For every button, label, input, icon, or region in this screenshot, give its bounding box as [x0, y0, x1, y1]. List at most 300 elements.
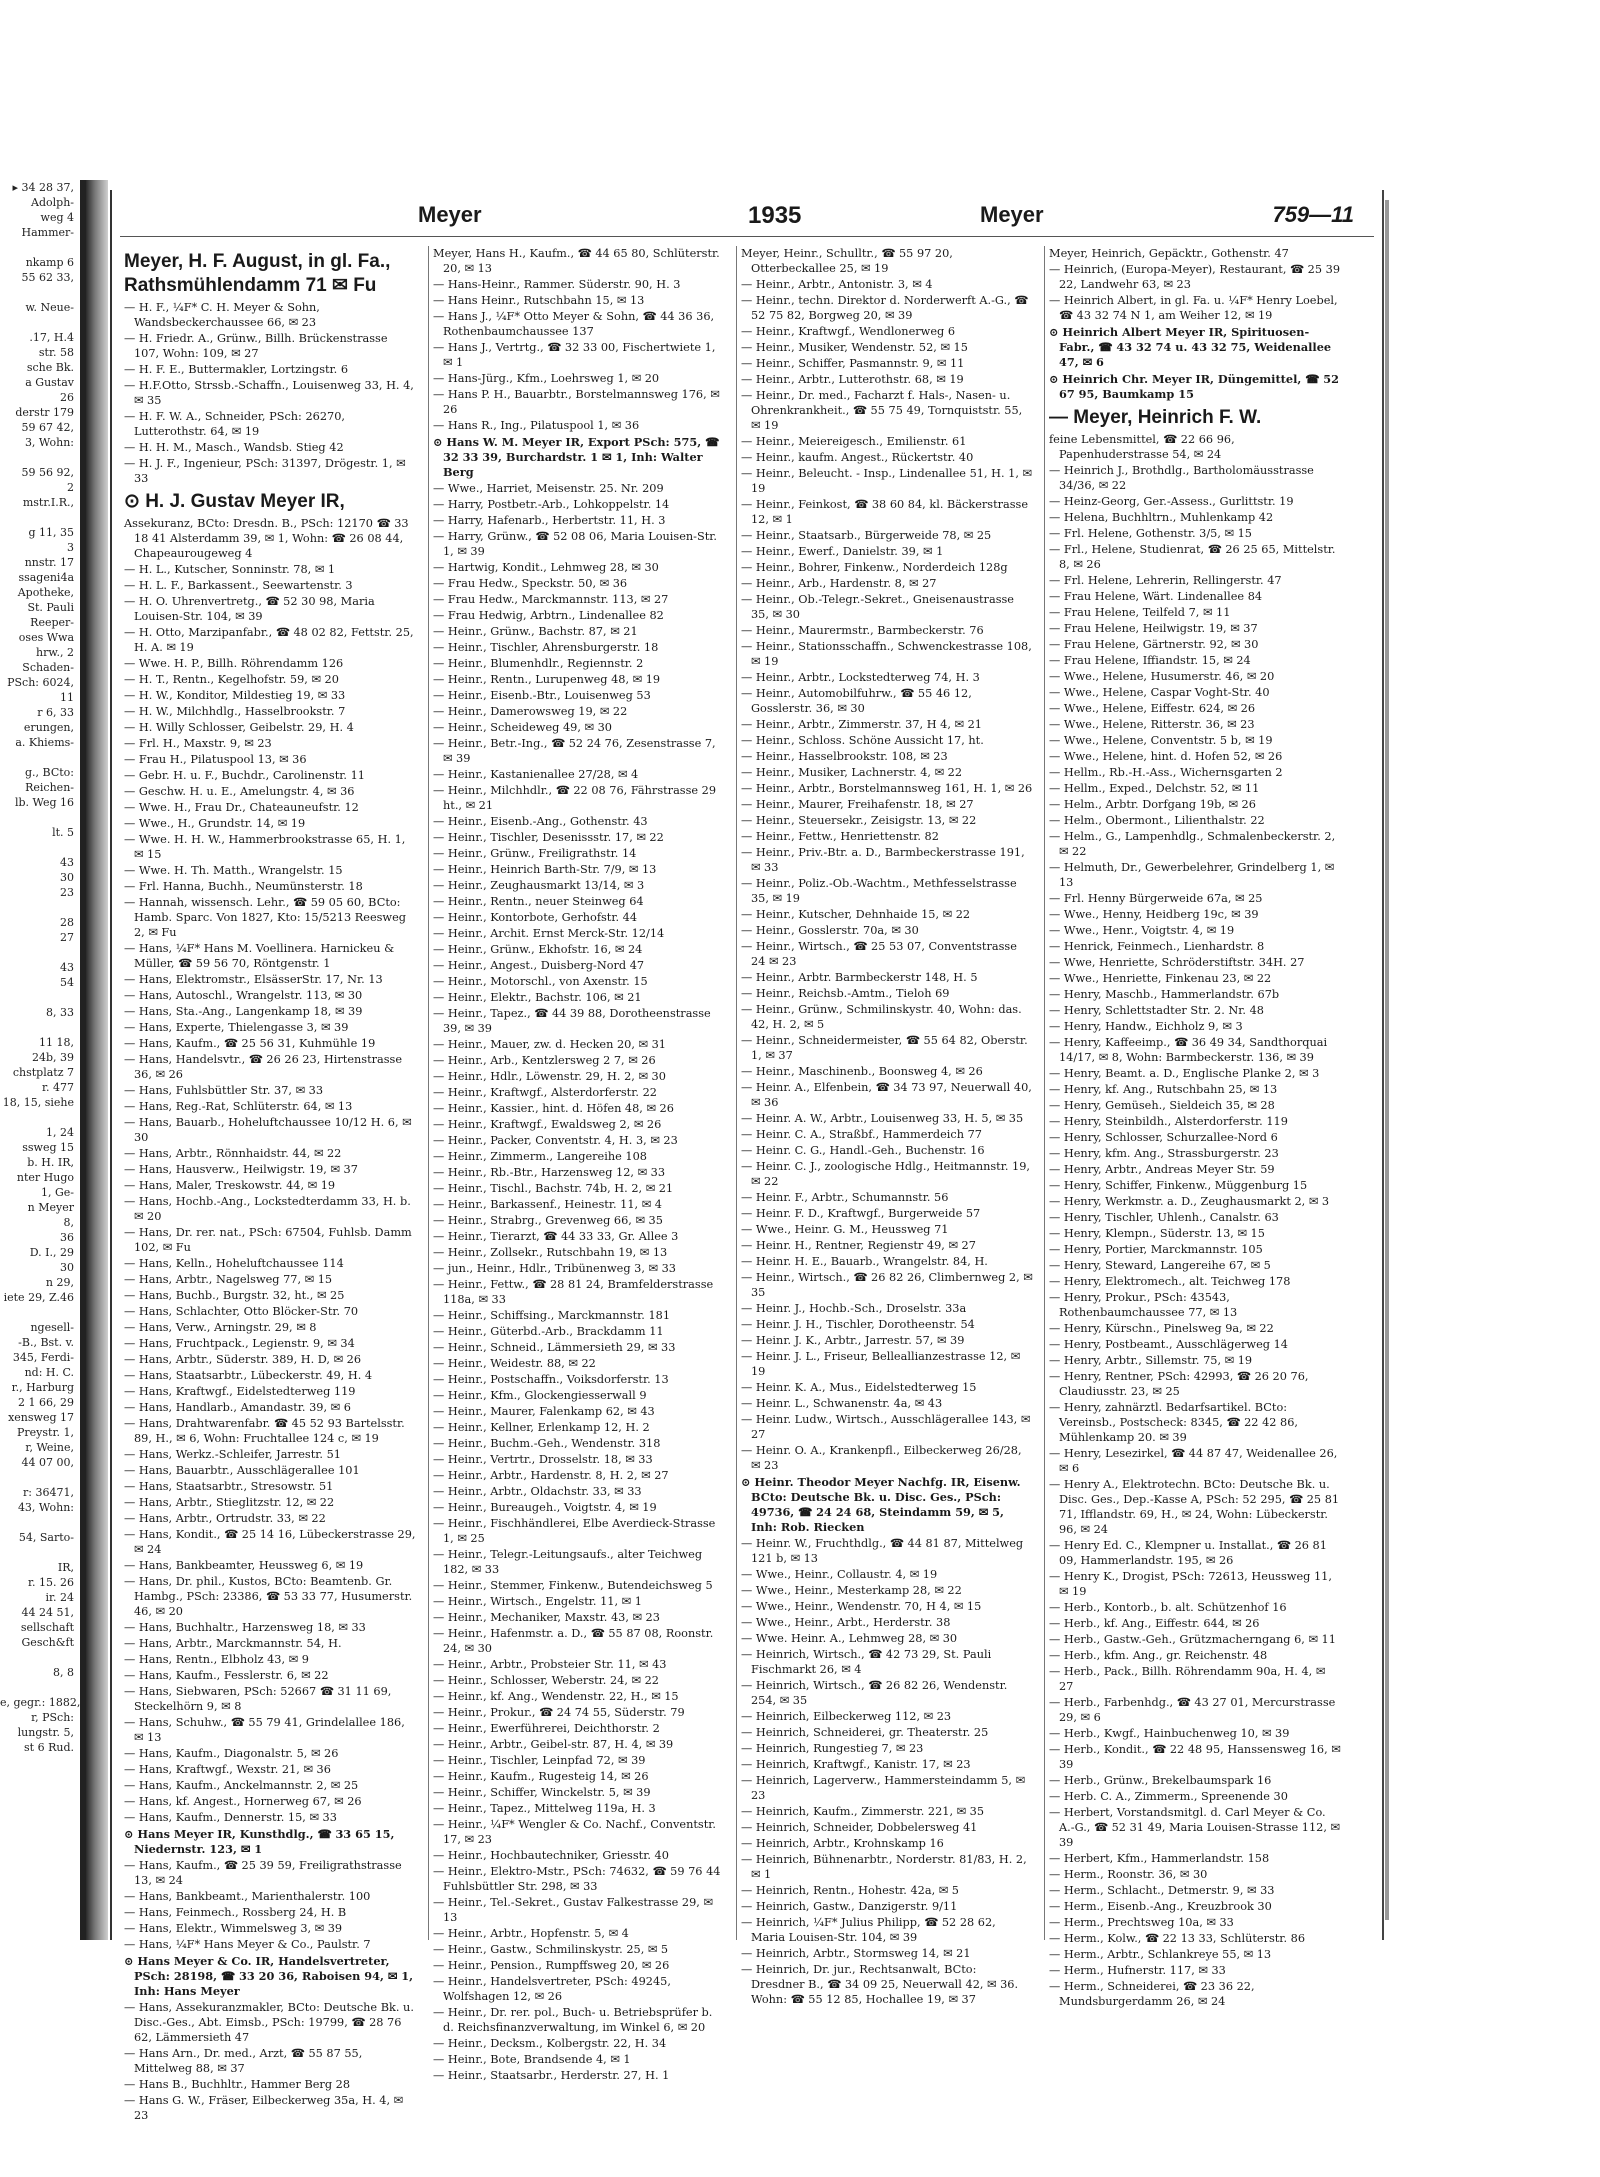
- directory-entry: — Heinr., Mauer, zw. d. Hecken 20, ✉ 31: [433, 1038, 666, 1051]
- directory-entry: — Henry, Prokur., PSch: 43543, Rothenbaumchaussee 77, ✉ 13: [1049, 1291, 1238, 1319]
- directory-entry: — Herb., Gastw.-Geh., Grützmacherngang 6, ✉ 11: [1049, 1633, 1336, 1646]
- directory-entry: — Herbert, Vorstandsmitgl. d. Carl Meyer & Co. A.-G., ☎ 52 31 49, Maria Louisen-Strasse 112, ✉ 39: [1049, 1806, 1341, 1849]
- directory-entry: — Hans, Arbtr., Nagelsweg 77, ✉ 15: [124, 1273, 333, 1286]
- directory-entry: — Herm., Schlacht., Detmerstr. 9, ✉ 33: [1049, 1884, 1275, 1897]
- adjacent-page-line: 23: [60, 886, 74, 899]
- directory-entry: — Hans, Siebwaren, PSch: 52667 ☎ 31 11 69, Steckelhörn 9, ✉ 8: [124, 1685, 392, 1713]
- directory-entry: — Heinr., Gastw., Schmilinskystr. 25, ✉ 5: [433, 1943, 669, 1956]
- directory-heading-entry: — Meyer, Heinrich F. W.: [1049, 407, 1262, 428]
- adjacent-page-line: 27: [60, 931, 74, 944]
- directory-entry: — Heinr., Schiffsing., Marckmannstr. 181: [433, 1309, 671, 1322]
- directory-entry: — Frau Hedwig, Arbtrn., Lindenallee 82: [433, 609, 664, 622]
- directory-entry: — Hans, Fruchtpack., Legienstr. 9, ✉ 34: [124, 1337, 355, 1350]
- directory-entry: — Frau Helene, Iffiandstr. 15, ✉ 24: [1049, 654, 1251, 667]
- adjacent-page-line: 54: [60, 976, 74, 989]
- directory-entry: — Heinrich, Arbtr., Stormsweg 14, ✉ 21: [741, 1947, 971, 1960]
- book-gutter: [86, 180, 108, 1940]
- directory-entry: — H. H. M., Masch., Wandsb. Stieg 42: [124, 441, 344, 454]
- directory-entry: — Frl. Henny Bürgerweide 67a, ✉ 25: [1049, 892, 1263, 905]
- adjacent-page-line: 3, Wohn:: [24, 436, 74, 449]
- directory-page: [110, 190, 1384, 2122]
- adjacent-page-line: Apotheke,: [17, 586, 74, 599]
- adjacent-page-line: [0, 1470, 80, 1485]
- directory-entry: — Heinr. J. H., Tischler, Dorotheenstr. 54: [741, 1318, 975, 1331]
- directory-entry: — Heinr., kf. Ang., Wendenstr. 22, H., ✉ 15: [433, 1690, 679, 1703]
- directory-entry: — Hans, Reg.-Rat, Schlüterstr. 64, ✉ 13: [124, 1100, 353, 1113]
- adjacent-page-line: 26: [60, 391, 74, 404]
- directory-entry: — Hans, Arbtr., Marckmannstr. 54, H.: [124, 1637, 342, 1650]
- directory-entry: — Henry, Tischler, Uhlenh., Canalstr. 63: [1049, 1211, 1279, 1224]
- directory-entry: — Henry, Lesezirkel, ☎ 44 87 47, Weidenallee 26, ✉ 6: [1049, 1447, 1338, 1475]
- adjacent-page-line: ssageni4a: [18, 571, 74, 584]
- directory-entry: — Hans, Verw., Arningstr. 29, ✉ 8: [124, 1321, 317, 1334]
- directory-entry: — Heinr. F. D., Kraftwgf., Burgerweide 57: [741, 1207, 981, 1220]
- directory-entry: ⊙ Hans W. M. Meyer IR, Export PSch: 575, ☎ 32 33 39, Burchardstr. 1 ✉ 1, Inh: Walter Berg: [433, 435, 720, 479]
- directory-entry: — Hans, Kaufm., ☎ 25 56 31, Kuhmühle 19: [124, 1037, 376, 1050]
- directory-entry: — Henry, Schiffer, Finkenw., Müggenburg 15: [1049, 1179, 1308, 1192]
- directory-entry: ⊙ Hans Meyer & Co. IR, Handelsvertreter, PSch: 28198, ☎ 33 20 36, Raboisen 94, ✉ 1, Inh: Hans Meyer: [124, 1954, 414, 1998]
- directory-entry: — Heinr., Maschinenb., Boonsweg 4, ✉ 26: [741, 1065, 983, 1078]
- adjacent-page-line: 2: [67, 481, 74, 494]
- adjacent-page-line: a. Khiems-: [15, 736, 74, 749]
- directory-entry: — Hans, ¼F* Hans M. Voellinera. Harnickeu & Müller, ☎ 59 56 70, Röntgenstr. 1: [124, 942, 395, 970]
- directory-entry: — Hellm., Rb.-H.-Ass., Wichernsgarten 2: [1049, 766, 1283, 779]
- adjacent-page-line: [0, 1545, 80, 1560]
- directory-entry: — Hans, kf. Angest., Hornerweg 67, ✉ 26: [124, 1795, 362, 1808]
- adjacent-page-line: [0, 840, 80, 855]
- directory-entry: — Henry, Handw., Eichholz 9, ✉ 3: [1049, 1020, 1243, 1033]
- directory-entry: — Heinr., Hdlr., Löwenstr. 29, H. 2, ✉ 30: [433, 1070, 666, 1083]
- directory-entry: — Heinrich, Lagerverw., Hammersteindamm 5, ✉ 23: [741, 1774, 1026, 1802]
- directory-entry: — Wwe., Heinr., Collaustr. 4, ✉ 19: [741, 1568, 938, 1581]
- adjacent-page-line: St. Pauli: [27, 601, 74, 614]
- directory-entry: — Heinr., Grünw., Bachstr. 87, ✉ 21: [433, 625, 638, 638]
- directory-entry: — Hans, Schuhw., ☎ 55 79 41, Grindelallee 186, ✉ 13: [124, 1716, 405, 1744]
- directory-entry: — Heinr., Meiereigesch., Emilienstr. 61: [741, 435, 967, 448]
- directory-entry: — Heinr. K. A., Mus., Eidelstedterweg 15: [741, 1381, 977, 1394]
- directory-entry: — Heinr. O. A., Krankenpfl., Eilbeckerweg 26/28, ✉ 23: [741, 1444, 1022, 1472]
- directory-entry: — Gebr. H. u. F., Buchdr., Carolinenstr. 11: [124, 769, 365, 782]
- adjacent-page-line: 18, 15, siehe: [2, 1096, 74, 1109]
- directory-entry: — Hartwig, Kondit., Lehmweg 28, ✉ 30: [433, 561, 659, 574]
- directory-entry: — Heinr., Pension., Rumpffsweg 20, ✉ 26: [433, 1959, 670, 1972]
- adjacent-page-line: r, PSch:: [31, 1711, 74, 1724]
- adjacent-page-line: [0, 240, 80, 255]
- directory-entry: — Henry, Steinbildh., Alsterdorferstr. 119: [1049, 1115, 1288, 1128]
- directory-entry: — Wwe., H., Grundstr. 14, ✉ 19: [124, 817, 306, 830]
- directory-entry: — Wwe., Henriette, Finkenau 23, ✉ 22: [1049, 972, 1272, 985]
- adjacent-page-line: 55 62 33,: [21, 271, 74, 284]
- adjacent-page-line: nnstr. 17: [24, 556, 74, 569]
- directory-entry: — Hans, Handelsvtr., ☎ 26 26 23, Hirtenstrasse 36, ✉ 26: [124, 1053, 403, 1081]
- directory-entry: — Heinr., Handelsvertreter, PSch: 49245, Wolfshagen 12, ✉ 26: [433, 1975, 671, 2003]
- directory-entry: — Frl., Helene, Studienrat, ☎ 26 25 65, Mittelstr. 8, ✉ 26: [1049, 543, 1336, 571]
- adjacent-page-line: [0, 1305, 80, 1320]
- directory-entry: — Heinr., Schlosser, Weberstr. 24, ✉ 22: [433, 1674, 659, 1687]
- page-edge-shadow: [1385, 200, 1389, 1920]
- directory-entry: — Heinr., Kassier., hint. d. Höfen 48, ✉ 26: [433, 1102, 674, 1115]
- directory-entry: — Heinrich, Schneider, Dobbelersweg 41: [741, 1821, 978, 1834]
- directory-entry: — Heinr., Damerowsweg 19, ✉ 22: [433, 705, 628, 718]
- directory-entry: — H. Friedr. A., Grünw., Billh. Brückenstrasse 107, Wohn: 109, ✉ 27: [124, 332, 388, 360]
- directory-entry: — Heinr., Ewerf., Danielstr. 39, ✉ 1: [741, 545, 944, 558]
- adjacent-page-line: erungen,: [23, 721, 74, 734]
- directory-entry: — Heinr., Feinkost, ☎ 38 60 84, kl. Bäckerstrasse 12, ✉ 1: [741, 498, 1029, 526]
- adjacent-page-line: IR,: [57, 1561, 74, 1574]
- directory-entry: — Hans, Autoschl., Wrangelstr. 113, ✉ 30: [124, 989, 363, 1002]
- directory-entry: — Heinr., Stemmer, Finkenw., Butendeichsweg 5: [433, 1579, 713, 1592]
- column-2: [428, 246, 729, 2082]
- adjacent-page-line: [0, 1650, 80, 1665]
- directory-entry: — Heinr. H., Rentner, Regienstr 49, ✉ 27: [741, 1239, 976, 1252]
- directory-entry: — Heinr., Schiffer, Pasmannstr. 9, ✉ 11: [741, 357, 965, 370]
- directory-entry: — Heinr., Tischler, Desenissstr. 17, ✉ 22: [433, 831, 664, 844]
- directory-entry: — Hans, Dr. rer. nat., PSch: 67504, Fuhlsb. Damm 102, ✉ Fu: [124, 1226, 412, 1254]
- directory-entry: ⊙ Hans Meyer IR, Kunsthdlg., ☎ 33 65 15, Niedernstr. 123, ✉ 1: [124, 1827, 395, 1856]
- directory-entry: — Heinr., Tierarzt, ☎ 44 33 33, Gr. Allee 3: [433, 1230, 679, 1243]
- adjacent-page-line: 8, 33: [46, 1006, 74, 1019]
- directory-entry: — Hans R., Ing., Pilatuspool 1, ✉ 36: [433, 419, 640, 432]
- adjacent-page-line: lungstr. 5,: [17, 1726, 74, 1739]
- adjacent-page-line: 59 67 42,: [21, 421, 74, 434]
- directory-entry: — Heinrich, Schneiderei, gr. Theaterstr. 25: [741, 1726, 989, 1739]
- directory-entry: — Henry, Kürschn., Pinelsweg 9a, ✉ 22: [1049, 1322, 1274, 1335]
- directory-entry: — Heinr., Wirtsch., Engelstr. 11, ✉ 1: [433, 1595, 642, 1608]
- directory-entry: — Heinr. J., Hochb.-Sch., Droselstr. 33a: [741, 1302, 967, 1315]
- directory-entry: — Heinr., Musiker, Lachnerstr. 4, ✉ 22: [741, 766, 963, 779]
- directory-entry: — Wwe., Helene, Eiffestr. 624, ✉ 26: [1049, 702, 1256, 715]
- adjacent-page-line: ▸ 34 28 37,: [12, 181, 74, 194]
- adjacent-page-line: 345, Ferdi-: [12, 1351, 74, 1364]
- directory-entry: — Heinr., Zeughausmarkt 13/14, ✉ 3: [433, 879, 645, 892]
- directory-entry: — Hans, Maler, Treskowstr. 44, ✉ 19: [124, 1179, 336, 1192]
- directory-entry: — Hans, Kraftwgf., Eidelstedterweg 119: [124, 1385, 356, 1398]
- adjacent-page-line: Gesch&ft: [21, 1636, 74, 1649]
- directory-entry: — H. O. Uhrenvertretg., ☎ 52 30 98, Maria Louisen-Str. 104, ✉ 39: [124, 595, 375, 623]
- adjacent-page-line: nd: H. C.: [24, 1366, 74, 1379]
- directory-entry: — Wwe. Heinr. A., Lehmweg 28, ✉ 30: [741, 1632, 958, 1645]
- column-1: [120, 246, 420, 2122]
- adjacent-page-line: 43, Wohn:: [17, 1501, 74, 1514]
- directory-entry: — Hans Arn., Dr. med., Arzt, ☎ 55 87 55, Mittelweg 88, ✉ 37: [124, 2047, 363, 2075]
- directory-entry: — Heinrich Albert, in gl. Fa. u. ¼F* Henry Loebel, ☎ 43 32 74 N 1, am Weiher 12, ✉ 19: [1049, 294, 1338, 322]
- directory-entry: — Heinr., Motorschl., von Axenstr. 15: [433, 975, 648, 988]
- adjacent-page-line: Hammer-: [21, 226, 74, 239]
- directory-entry: — Heinr., Kastanienallee 27/28, ✉ 4: [433, 768, 639, 781]
- directory-entry: — Heinrich J., Brothdlg., Bartholomäusstrasse 34/36, ✉ 22: [1049, 464, 1314, 492]
- directory-entry: — Hans, Kaufm., Anckelmannstr. 2, ✉ 25: [124, 1779, 359, 1792]
- directory-entry: — Heinr., Decksm., Kolbergstr. 22, H. 34: [433, 2037, 667, 2050]
- directory-entry: — Hannah, wissensch. Lehr., ☎ 59 05 60, BCto: Hamb. Sparc. Von 1827, Kto: 15/5213 Reesweg 2, ✉ Fu: [124, 896, 407, 939]
- directory-entry: — Heinr., kaufm. Angest., Rückertstr. 40: [741, 451, 974, 464]
- directory-entry: — Heinr., Angest., Duisberg-Nord 47: [433, 959, 645, 972]
- directory-entry: — H. L. F., Barkassent., Seewartenstr. 3: [124, 579, 353, 592]
- directory-entry: — Heinr. W., Fruchthdlg., ☎ 44 81 87, Mittelweg 121 b, ✉ 13: [741, 1537, 1024, 1565]
- directory-entry: — Heinr., Milchhdlr., ☎ 22 08 76, Fährstrasse 29 ht., ✉ 21: [433, 784, 717, 812]
- adjacent-page-line: [0, 945, 80, 960]
- directory-entry: — Henry, Arbtr., Sillemstr. 75, ✉ 19: [1049, 1354, 1253, 1367]
- adjacent-page-line: PSch: 6024,: [7, 676, 74, 689]
- directory-entry: — Heinrich, (Europa-Meyer), Restaurant, ☎ 25 39 22, Landwehr 63, ✉ 23: [1049, 263, 1341, 291]
- adjacent-page-line: 30: [60, 871, 74, 884]
- directory-entry: — Harry, Postbetr.-Arb., Lohkoppelstr. 14: [433, 498, 670, 511]
- directory-entry: — Herb., Kontorb., b. alt. Schützenhof 16: [1049, 1601, 1287, 1614]
- directory-entry: — Heinr., Arbtr., Lockstedterweg 74, H. 3: [741, 671, 980, 684]
- directory-entry: — Heinr., Strabrg., Grevenweg 66, ✉ 35: [433, 1214, 663, 1227]
- adjacent-page-line: .17, H.4: [29, 331, 74, 344]
- directory-entry: — Heinrich, Wirtsch., ☎ 42 73 29, St. Pauli Fischmarkt 26, ✉ 4: [741, 1648, 992, 1676]
- directory-entry: — Hans J., Vertrtg., ☎ 32 33 00, Fischertwiete 1, ✉ 1: [433, 341, 716, 369]
- adjacent-page-line: 43: [60, 856, 74, 869]
- directory-entry: — Heinr., Kutscher, Dehnhaide 15, ✉ 22: [741, 908, 971, 921]
- directory-entry: — Heinr., Hasselbrookstr. 108, ✉ 23: [741, 750, 948, 763]
- directory-entry: — Heinr. Ludw., Wirtsch., Ausschlägerallee 143, ✉ 27: [741, 1413, 1031, 1441]
- directory-entry: — Hans, Hausverw., Heilwigstr. 19, ✉ 37: [124, 1163, 358, 1176]
- adjacent-page-line: [0, 1680, 80, 1695]
- directory-entry: — Herb., Kwgf., Hainbuchenweg 10, ✉ 39: [1049, 1727, 1290, 1740]
- column-3: [736, 246, 1037, 2006]
- directory-entry: — Heinr., Arbtr., Antonistr. 3, ✉ 4: [741, 278, 933, 291]
- directory-entry: — Henry, Kaffeeimp., ☎ 36 49 34, Sandthorquai 14/17, ✉ 8, Wohn: Barmbeckerstr. 136, ✉ 39: [1049, 1036, 1328, 1064]
- directory-entry: — Hans, Werkz.-Schleifer, Jarrestr. 51: [124, 1448, 341, 1461]
- adjacent-page-line: w. Neue-: [25, 301, 74, 314]
- directory-entry: — Heinr., Betr.-Ing., ☎ 52 24 76, Zesenstrasse 7, ✉ 39: [433, 737, 716, 765]
- directory-entry: — Henry Ed. C., Klempner u. Installat., ☎ 26 81 09, Hammerlandstr. 195, ✉ 26: [1049, 1539, 1327, 1567]
- directory-entry: — H. Otto, Marzipanfabr., ☎ 48 02 82, Fettstr. 25, H. A. ✉ 19: [124, 626, 414, 654]
- directory-entry: — Herm., Schneiderei, ☎ 23 36 22, Mundsburgerdamm 26, ✉ 24: [1049, 1980, 1255, 2008]
- adjacent-page-line: r, Weine,: [25, 1441, 74, 1454]
- directory-entry: — Heinr., Wirtsch., ☎ 25 53 07, Conventstrasse 24 ✉ 23: [741, 940, 1017, 968]
- directory-entry: — Herb., Farbenhdg., ☎ 43 27 01, Mercurstrasse 29, ✉ 6: [1049, 1696, 1336, 1724]
- directory-entry: — jun., Heinr., Hdlr., Tribünenweg 3, ✉ 33: [433, 1262, 676, 1275]
- directory-entry: — Heinr., Kraftwgf., Alsterdorferstr. 22: [433, 1086, 657, 1099]
- directory-entry: — H. F. W. A., Schneider, PSch: 26270, Lutterothstr. 64, ✉ 19: [124, 410, 345, 438]
- directory-entry: — Heinr., Priv.-Btr. a. D., Barmbeckerstrasse 191, ✉ 33: [741, 846, 1025, 874]
- directory-entry: — Heinr., Mechaniker, Maxstr. 43, ✉ 23: [433, 1611, 660, 1624]
- adjacent-page-line: [0, 750, 80, 765]
- directory-entry: — Heinrich, ¼F* Julius Philipp, ☎ 52 28 62, Maria Louisen-Str. 104, ✉ 39: [741, 1916, 996, 1944]
- directory-entry: — Heinr., Bureaugeh., Voigtstr. 4, ✉ 19: [433, 1501, 657, 1514]
- directory-entry: — H. W., Konditor, Mildestieg 19, ✉ 33: [124, 689, 346, 702]
- directory-entry: — Wwe., Helene, Ritterstr. 36, ✉ 23: [1049, 718, 1255, 731]
- directory-entry: — Heinr., Schneid., Lämmersieth 29, ✉ 33: [433, 1341, 676, 1354]
- directory-entry: — Heinrich, Arbtr., Krohnskamp 16: [741, 1837, 944, 1850]
- directory-entry: — Henry, Portier, Marckmannstr. 105: [1049, 1243, 1263, 1256]
- directory-entry: — Henrick, Feinmech., Lienhardstr. 8: [1049, 940, 1265, 953]
- directory-entry: — Heinr., Maurermstr., Barmbeckerstr. 76: [741, 624, 984, 637]
- adjacent-page-line: 44 24 51,: [21, 1606, 74, 1619]
- directory-entry: — H. Willy Schlosser, Geibelstr. 29, H. 4: [124, 721, 354, 734]
- directory-entry: — Heinr., Archit. Ernst Merck-Str. 12/14: [433, 927, 665, 940]
- directory-entry: — Heinr., Wirtsch., ☎ 26 82 26, Climbernweg 2, ✉ 35: [741, 1271, 1033, 1299]
- directory-entry: — Herb., Grünw., Brekelbaumspark 16: [1049, 1774, 1272, 1787]
- directory-entry: — Heinr. C. G., Handl.-Geh., Buchenstr. 16: [741, 1144, 985, 1157]
- adjacent-page-line: [0, 285, 80, 300]
- directory-entry: — Heinr., Kellner, Erlenkamp 12, H. 2: [433, 1421, 650, 1434]
- directory-entry: — Heinr., Hafenmstr. a. D., ☎ 55 87 08, Roonstr. 24, ✉ 30: [433, 1627, 714, 1655]
- directory-entry: ⊙ Heinr. Theodor Meyer Nachfg. IR, Eisenw. BCto: Deutsche Bk. u. Disc. Ges., PSch: 49736, ☎ 24 24 68, Steindamm 59, ✉ 5, Inh: Rob. Riecken: [741, 1475, 1021, 1534]
- directory-entry: — Hans, Schlachter, Otto Blöcker-Str. 70: [124, 1305, 359, 1318]
- directory-entry: — Helm., Arbtr. Dorfgang 19b, ✉ 26: [1049, 798, 1256, 811]
- adjacent-page-line: weg 4: [40, 211, 74, 224]
- directory-entry: — Henry, Postbeamt., Ausschlägerweg 14: [1049, 1338, 1288, 1351]
- adjacent-page-line: [0, 810, 80, 825]
- directory-entry: — Heinr. A., Elfenbein, ☎ 34 73 97, Neuerwall 40, ✉ 36: [741, 1081, 1032, 1109]
- directory-entry: — Harry, Hafenarb., Herbertstr. 11, H. 3: [433, 514, 666, 527]
- directory-entry: — Heinr., Tapez., ☎ 44 39 88, Dorotheenstrasse 39, ✉ 39: [433, 1007, 711, 1035]
- directory-entry: — Herm., Kolw., ☎ 22 13 33, Schlüterstr. 86: [1049, 1932, 1306, 1945]
- directory-entry: — Heinr., Fischhändlerei, Elbe Averdieck-Strasse 1, ✉ 25: [433, 1517, 716, 1545]
- directory-entry: — Hans, Kraftwgf., Wexstr. 21, ✉ 36: [124, 1763, 331, 1776]
- directory-entry: — Heinr., Staatsarb., Bürgerweide 78, ✉ 25: [741, 529, 992, 542]
- directory-entry: — Henry, Schlettstadter Str. 2. Nr. 48: [1049, 1004, 1264, 1017]
- directory-entry: — Heinr., techn. Direktor d. Norderwerft A.-G., ☎ 52 75 82, Borgweg 20, ✉ 39: [741, 294, 1029, 322]
- directory-entry: — H. L., Kutscher, Sonninstr. 78, ✉ 1: [124, 563, 336, 576]
- directory-entry: — Henry, Beamt. a. D., Englische Planke 2, ✉ 3: [1049, 1067, 1320, 1080]
- directory-entry: — Wwe., Heinr., Wendenstr. 70, H 4, ✉ 15: [741, 1600, 982, 1613]
- adjacent-page-line: 24b, 39: [31, 1051, 74, 1064]
- directory-entry: — Heinr., Tischler, Leinpfad 72, ✉ 39: [433, 1754, 646, 1767]
- directory-entry: — Wwe., Helene, Husumerstr. 46, ✉ 20: [1049, 670, 1275, 683]
- adjacent-page-line: D. I., 29: [29, 1246, 74, 1259]
- directory-entry: — Heinr., Arbtr., Hardenstr. 8, H. 2, ✉ 27: [433, 1469, 669, 1482]
- adjacent-page-line: 1, 24: [46, 1126, 74, 1139]
- directory-entry: — Hans, Bauarbtr., Ausschlägerallee 101: [124, 1464, 360, 1477]
- adjacent-page-line: Schaden-: [22, 661, 74, 674]
- directory-entry: — Herbert, Kfm., Hammerlandstr. 158: [1049, 1852, 1270, 1865]
- directory-entry: — Hans, Staatsarbtr., Lübeckerstr. 49, H. 4: [124, 1369, 373, 1382]
- directory-entry: — Hans J., ¼F* Otto Meyer & Sohn, ☎ 44 36 36, Rothenbaumchaussee 137: [433, 310, 715, 338]
- directory-entry: — Heinr., Rentn., neuer Steinweg 64: [433, 895, 644, 908]
- directory-entry: — Hans, Bankbeamter, Heussweg 6, ✉ 19: [124, 1559, 364, 1572]
- directory-entry: — Heinrich, Bühnenarbtr., Norderstr. 81/83, H. 2, ✉ 1: [741, 1853, 1027, 1881]
- directory-entry: — Heinrich, Gastw., Danzigerstr. 9/11: [741, 1900, 958, 1913]
- directory-entry: — Heinr., Schloss. Schöne Aussicht 17, ht.: [741, 734, 984, 747]
- directory-entry: — Heinr., Kfm., Glockengiesserwall 9: [433, 1389, 647, 1402]
- directory-entry: — Heinr., Buchm.-Geh., Wendenstr. 318: [433, 1437, 661, 1450]
- directory-entry: — Heinr., Arbtr., Zimmerstr. 37, H 4, ✉ 21: [741, 718, 982, 731]
- directory-entry: — Frau Helene, Wärt. Lindenallee 84: [1049, 590, 1263, 603]
- adjacent-page-line: 54, Sarto-: [18, 1531, 74, 1544]
- directory-entry: — Heinr., Rentn., Lurupenweg 48, ✉ 19: [433, 673, 661, 686]
- adjacent-page-line: [0, 1020, 80, 1035]
- directory-entry: — Wwe. H. H. W., Hammerbrookstrasse 65, H. 1, ✉ 15: [124, 833, 406, 861]
- directory-entry: — Heinr., Elektro-Mstr., PSch: 74632, ☎ 59 76 44 Fuhlsbüttler Str. 298, ✉ 33: [433, 1865, 721, 1893]
- directory-entry: — Heinr., Staatsarbr., Herderstr. 27, H. 1: [433, 2069, 670, 2082]
- directory-entry: — Heinr., Zimmerm., Langereihe 108: [433, 1150, 647, 1163]
- directory-entry: — Herm., Hufnerstr. 117, ✉ 33: [1049, 1964, 1226, 1977]
- directory-entry: — Hans, Dr. phil., Kustos, BCto: Beamtenb. Gr. Hambg., PSch: 23386, ☎ 53 33 77, Husumerstr. 46, ✉ 20: [124, 1575, 413, 1618]
- adjacent-page-line: iete 29, Z.46: [3, 1291, 74, 1304]
- directory-entry: — Harry, Grünw., ☎ 52 08 06, Maria Louisen-Str. 1, ✉ 39: [433, 530, 718, 558]
- directory-entry: — Wwe., Harriet, Meisenstr. 25. Nr. 209: [433, 482, 664, 495]
- directory-entry: — Frau H., Pilatuspool 13, ✉ 36: [124, 753, 307, 766]
- directory-entry: — Henry, Werkmstr. a. D., Zeughausmarkt 2, ✉ 3: [1049, 1195, 1330, 1208]
- directory-entry: — Heinr., Zollsekr., Rutschbahn 19, ✉ 13: [433, 1246, 668, 1259]
- directory-entry: — Hans, Sta.-Ang., Langenkamp 18, ✉ 39: [124, 1005, 363, 1018]
- directory-entry: — Heinrich, Rentn., Hohestr. 42a, ✉ 5: [741, 1884, 959, 1897]
- adjacent-page-line: xensweg 17: [8, 1411, 74, 1424]
- directory-entry: — Heinr., Tischler, Ahrensburgerstr. 18: [433, 641, 659, 654]
- directory-entry: — Hans, Kondit., ☎ 25 14 16, Lübeckerstrasse 29, ✉ 24: [124, 1528, 416, 1556]
- adjacent-page-line: mstr.I.R.,: [22, 496, 74, 509]
- directory-entry: — H. F. E., Buttermakler, Lortzingstr. 6: [124, 363, 349, 376]
- directory-entry: — Heinr., Tel.-Sekret., Gustav Falkestrasse 29, ✉ 13: [433, 1896, 713, 1924]
- adjacent-page-line: 8,: [63, 1216, 74, 1229]
- directory-entry: — Heinrich, Rungestieg 7, ✉ 23: [741, 1742, 924, 1755]
- adjacent-page-line: Adolph-: [31, 196, 74, 209]
- page-header: [120, 190, 1374, 237]
- directory-entry: — Frau Hedw., Speckstr. 50, ✉ 36: [433, 577, 628, 590]
- adjacent-page-line: str. 58: [38, 346, 74, 359]
- directory-entry: — Wwe. H., Frau Dr., Chateauneufstr. 12: [124, 801, 359, 814]
- directory-entry: — Heinr., Maurer, Freihafenstr. 18, ✉ 27: [741, 798, 974, 811]
- directory-entry: — Heinr., Grünw., Ekhofstr. 16, ✉ 24: [433, 943, 643, 956]
- directory-entry: — Frl. Hanna, Buchh., Neumünsterstr. 18: [124, 880, 363, 893]
- directory-entry: Assekuranz, BCto: Dresdn. B., PSch: 12170 ☎ 33 18 41 Alsterdamm 39, ✉ 1, Wohn: ☎ 26 08 44, Chapeaurougeweg 4: [124, 517, 409, 560]
- adjacent-page-line: [0, 1515, 80, 1530]
- adjacent-page-line: ngesell-: [30, 1321, 74, 1334]
- adjacent-page-line: 44 07 00,: [21, 1456, 74, 1469]
- directory-entry: — Henry, Arbtr., Andreas Meyer Str. 59: [1049, 1163, 1275, 1176]
- directory-entry: — Heinr., Arb., Hardenstr. 8, ✉ 27: [741, 577, 937, 590]
- directory-entry: — Henry, Gemüseh., Sieldeich 35, ✉ 28: [1049, 1099, 1275, 1112]
- directory-entry: — Heinr. F., Arbtr., Schumannstr. 56: [741, 1191, 949, 1204]
- directory-entry: — Heinrich, Kraftwgf., Kanistr. 17, ✉ 23: [741, 1758, 971, 1771]
- adjacent-page-line: [0, 450, 80, 465]
- directory-entry: — Hellm., Exped., Delchstr. 52, ✉ 11: [1049, 782, 1260, 795]
- directory-entry: — Hans, Feinmech., Rossberg 24, H. B: [124, 1906, 347, 1919]
- adjacent-page-strip: [0, 180, 86, 1940]
- directory-entry: — Wwe., Henr., Voigtstr. 4, ✉ 19: [1049, 924, 1235, 937]
- directory-entry: — Herm., Eisenb.-Ang., Kreuzbrook 30: [1049, 1900, 1272, 1913]
- directory-entry: — H.F.Otto, Strssb.-Schaffn., Louisenweg 33, H. 4, ✉ 35: [124, 379, 414, 407]
- directory-entry: — Heinr., Prokur., ☎ 24 74 55, Süderstr. 79: [433, 1706, 685, 1719]
- directory-entry: — Hans, Arbtr., Rönnhaidstr. 44, ✉ 22: [124, 1147, 342, 1160]
- directory-entry: — Heinr., Arbtr., Lutterothstr. 68, ✉ 19: [741, 373, 964, 386]
- directory-entry: — Heinrich, Wirtsch., ☎ 26 82 26, Wendenstr. 254, ✉ 35: [741, 1679, 1008, 1707]
- adjacent-page-line: [0, 900, 80, 915]
- adjacent-page-line: r: 36471,: [23, 1486, 74, 1499]
- directory-entry: — Heinr., Vertrtr., Drosselstr. 18, ✉ 33: [433, 1453, 653, 1466]
- directory-entry: — Heinr., ¼F* Wengler & Co. Nachf., Conventstr. 17, ✉ 23: [433, 1818, 716, 1846]
- directory-entry: — Henry, Maschb., Hammerlandstr. 67b: [1049, 988, 1280, 1001]
- directory-entry: — Hans, Kaufm., Dennerstr. 15, ✉ 33: [124, 1811, 337, 1824]
- directory-entry: — Hans G. W., Fräser, Eilbeckerweg 35a, H. 4, ✉ 23: [124, 2094, 404, 2122]
- directory-entry: — Hans, Drahtwarenfabr. ☎ 45 52 93 Bartelsstr. 89, H., ✉ 6, Wohn: Fruchtallee 124 c, ✉ 19: [124, 1417, 405, 1445]
- directory-entry: — Heinr., Kaufm., Rugesteig 14, ✉ 26: [433, 1770, 649, 1783]
- adjacent-page-line: Preystr. 1,: [17, 1426, 74, 1439]
- adjacent-page-line: 11: [60, 691, 74, 704]
- adjacent-page-line: r., Harburg: [11, 1381, 74, 1394]
- directory-entry: — Heinr., Postschaffn., Voiksdorferstr. 13: [433, 1373, 669, 1386]
- directory-entry: — Heinr., Güterbd.-Arb., Brackdamm 11: [433, 1325, 664, 1338]
- directory-entry: — Hans, Staatsarbtr., Stresowstr. 51: [124, 1480, 334, 1493]
- directory-entry: — Heinr., Schneidermeister, ☎ 55 64 82, Oberstr. 1, ✉ 37: [741, 1034, 1028, 1062]
- adjacent-page-line: b. H. IR,: [27, 1156, 74, 1169]
- directory-entry: Meyer, Heinr., Schulltr., ☎ 55 97 20, Otterbeckallee 25, ✉ 19: [741, 247, 953, 275]
- adjacent-page-line: [0, 315, 80, 330]
- adjacent-page-line: oses Wwa: [18, 631, 74, 644]
- adjacent-page-line: [0, 1110, 80, 1125]
- adjacent-page-line: st 6 Rud.: [24, 1741, 74, 1754]
- directory-entry: — Hans P. H., Bauarbtr., Borstelmannsweg 176, ✉ 26: [433, 388, 720, 416]
- adjacent-page-line: 11 18,: [39, 1036, 74, 1049]
- directory-entry: — Frl. Helene, Gothenstr. 3/5, ✉ 15: [1049, 527, 1252, 540]
- directory-entry: — Heinr., Arbtr., Probsteier Str. 11, ✉ 43: [433, 1658, 667, 1671]
- directory-entry: — Hans, Arbtr., Stieglitzstr. 12, ✉ 22: [124, 1496, 335, 1509]
- directory-entry: — Heinr., Barkassenf., Heinestr. 11, ✉ 4: [433, 1198, 662, 1211]
